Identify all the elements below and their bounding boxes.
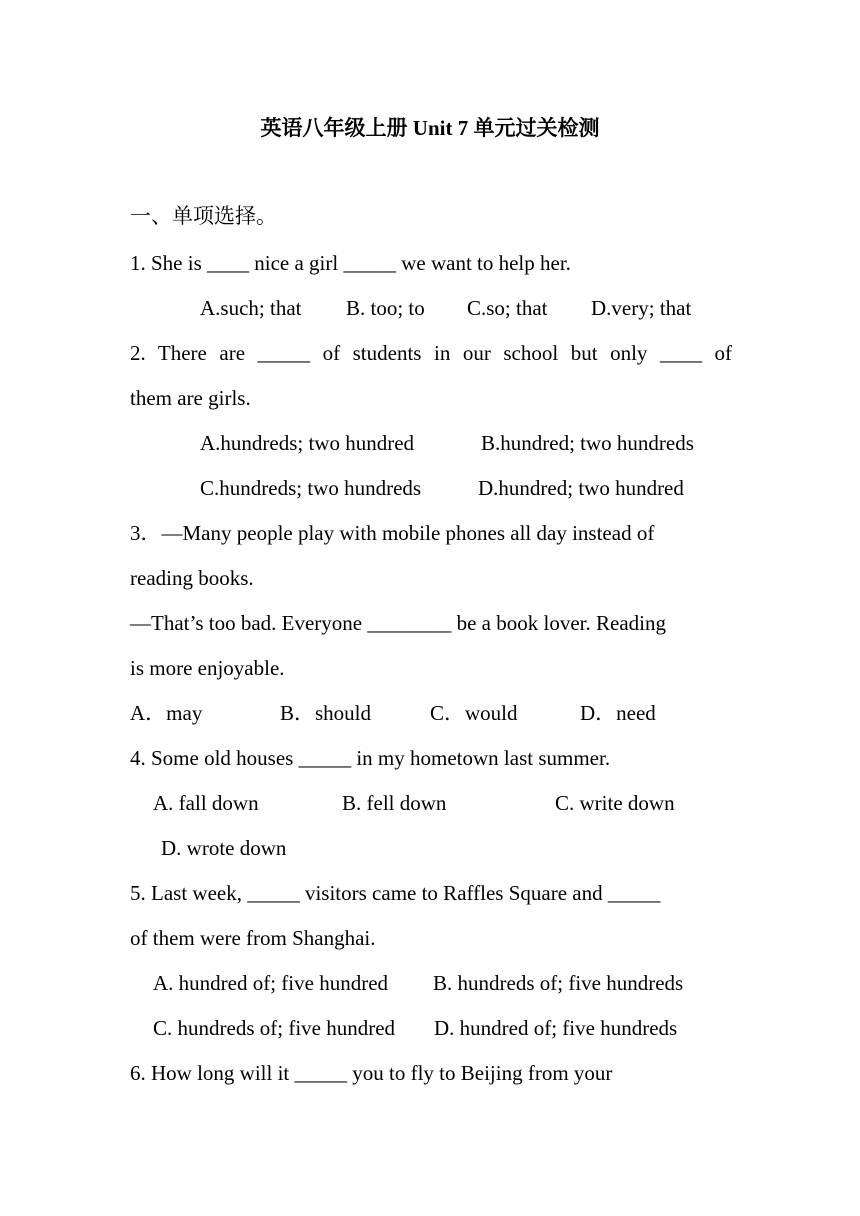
question-1-option-a: A.such; that <box>200 296 302 320</box>
question-5-stem-line-1: 5. Last week, _____ visitors came to Raffles Square and _____ <box>130 881 661 905</box>
question-3-stem-line-3: —That’s too bad. Everyone ________ be a book lover. Reading <box>130 611 666 635</box>
question-2-stem-line-2: them are girls. <box>130 386 251 410</box>
section-heading: 一、单项选择。 <box>130 204 277 228</box>
question-1-option-d: D.very; that <box>591 296 692 320</box>
question-4-stem: 4. Some old houses _____ in my hometown last summer. <box>130 746 611 770</box>
question-2-option-d: D.hundred; two hundred <box>478 476 684 500</box>
question-2-option-c: C.hundreds; two hundreds <box>200 476 422 500</box>
question-4-option-a: A. fall down <box>153 791 259 815</box>
question-3-option-b: B．should <box>280 701 372 725</box>
question-5-option-b: B. hundreds of; five hundreds <box>433 971 684 995</box>
question-5-stem-line-2: of them were from Shanghai. <box>130 926 376 950</box>
question-1-option-c: C.so; that <box>467 296 548 320</box>
question-4-option-d: D. wrote down <box>161 836 287 860</box>
question-3-stem-line-4: is more enjoyable. <box>130 656 285 680</box>
question-2-option-a: A.hundreds; two hundred <box>200 431 415 455</box>
question-3-option-a: A．may <box>130 701 203 725</box>
question-3-option-d: D．need <box>580 701 656 725</box>
question-5-option-a: A. hundred of; five hundred <box>153 971 389 995</box>
question-1-option-b: B. too; to <box>346 296 425 320</box>
question-5-option-c: C. hundreds of; five hundred <box>153 1016 396 1040</box>
question-6-stem-line-1: 6. How long will it _____ you to fly to Beijing from your <box>130 1061 613 1085</box>
page-title: 英语八年级上册 Unit 7 单元过关检测 <box>260 116 600 140</box>
question-2-option-b: B.hundred; two hundreds <box>481 431 694 455</box>
question-3-stem-line-2: reading books. <box>130 566 254 590</box>
question-3-option-c: C．would <box>430 701 518 725</box>
question-3-stem-line-1: 3．—Many people play with mobile phones all day instead of <box>130 521 655 545</box>
question-2-stem-line-1: 2. There are _____ of students in our school but only ____ of <box>130 341 732 365</box>
question-4-option-c: C. write down <box>555 791 675 815</box>
question-4-option-b: B. fell down <box>342 791 447 815</box>
question-1-stem: 1. She is ____ nice a girl _____ we want to help her. <box>130 251 571 275</box>
question-5-option-d: D. hundred of; five hundreds <box>434 1016 678 1040</box>
